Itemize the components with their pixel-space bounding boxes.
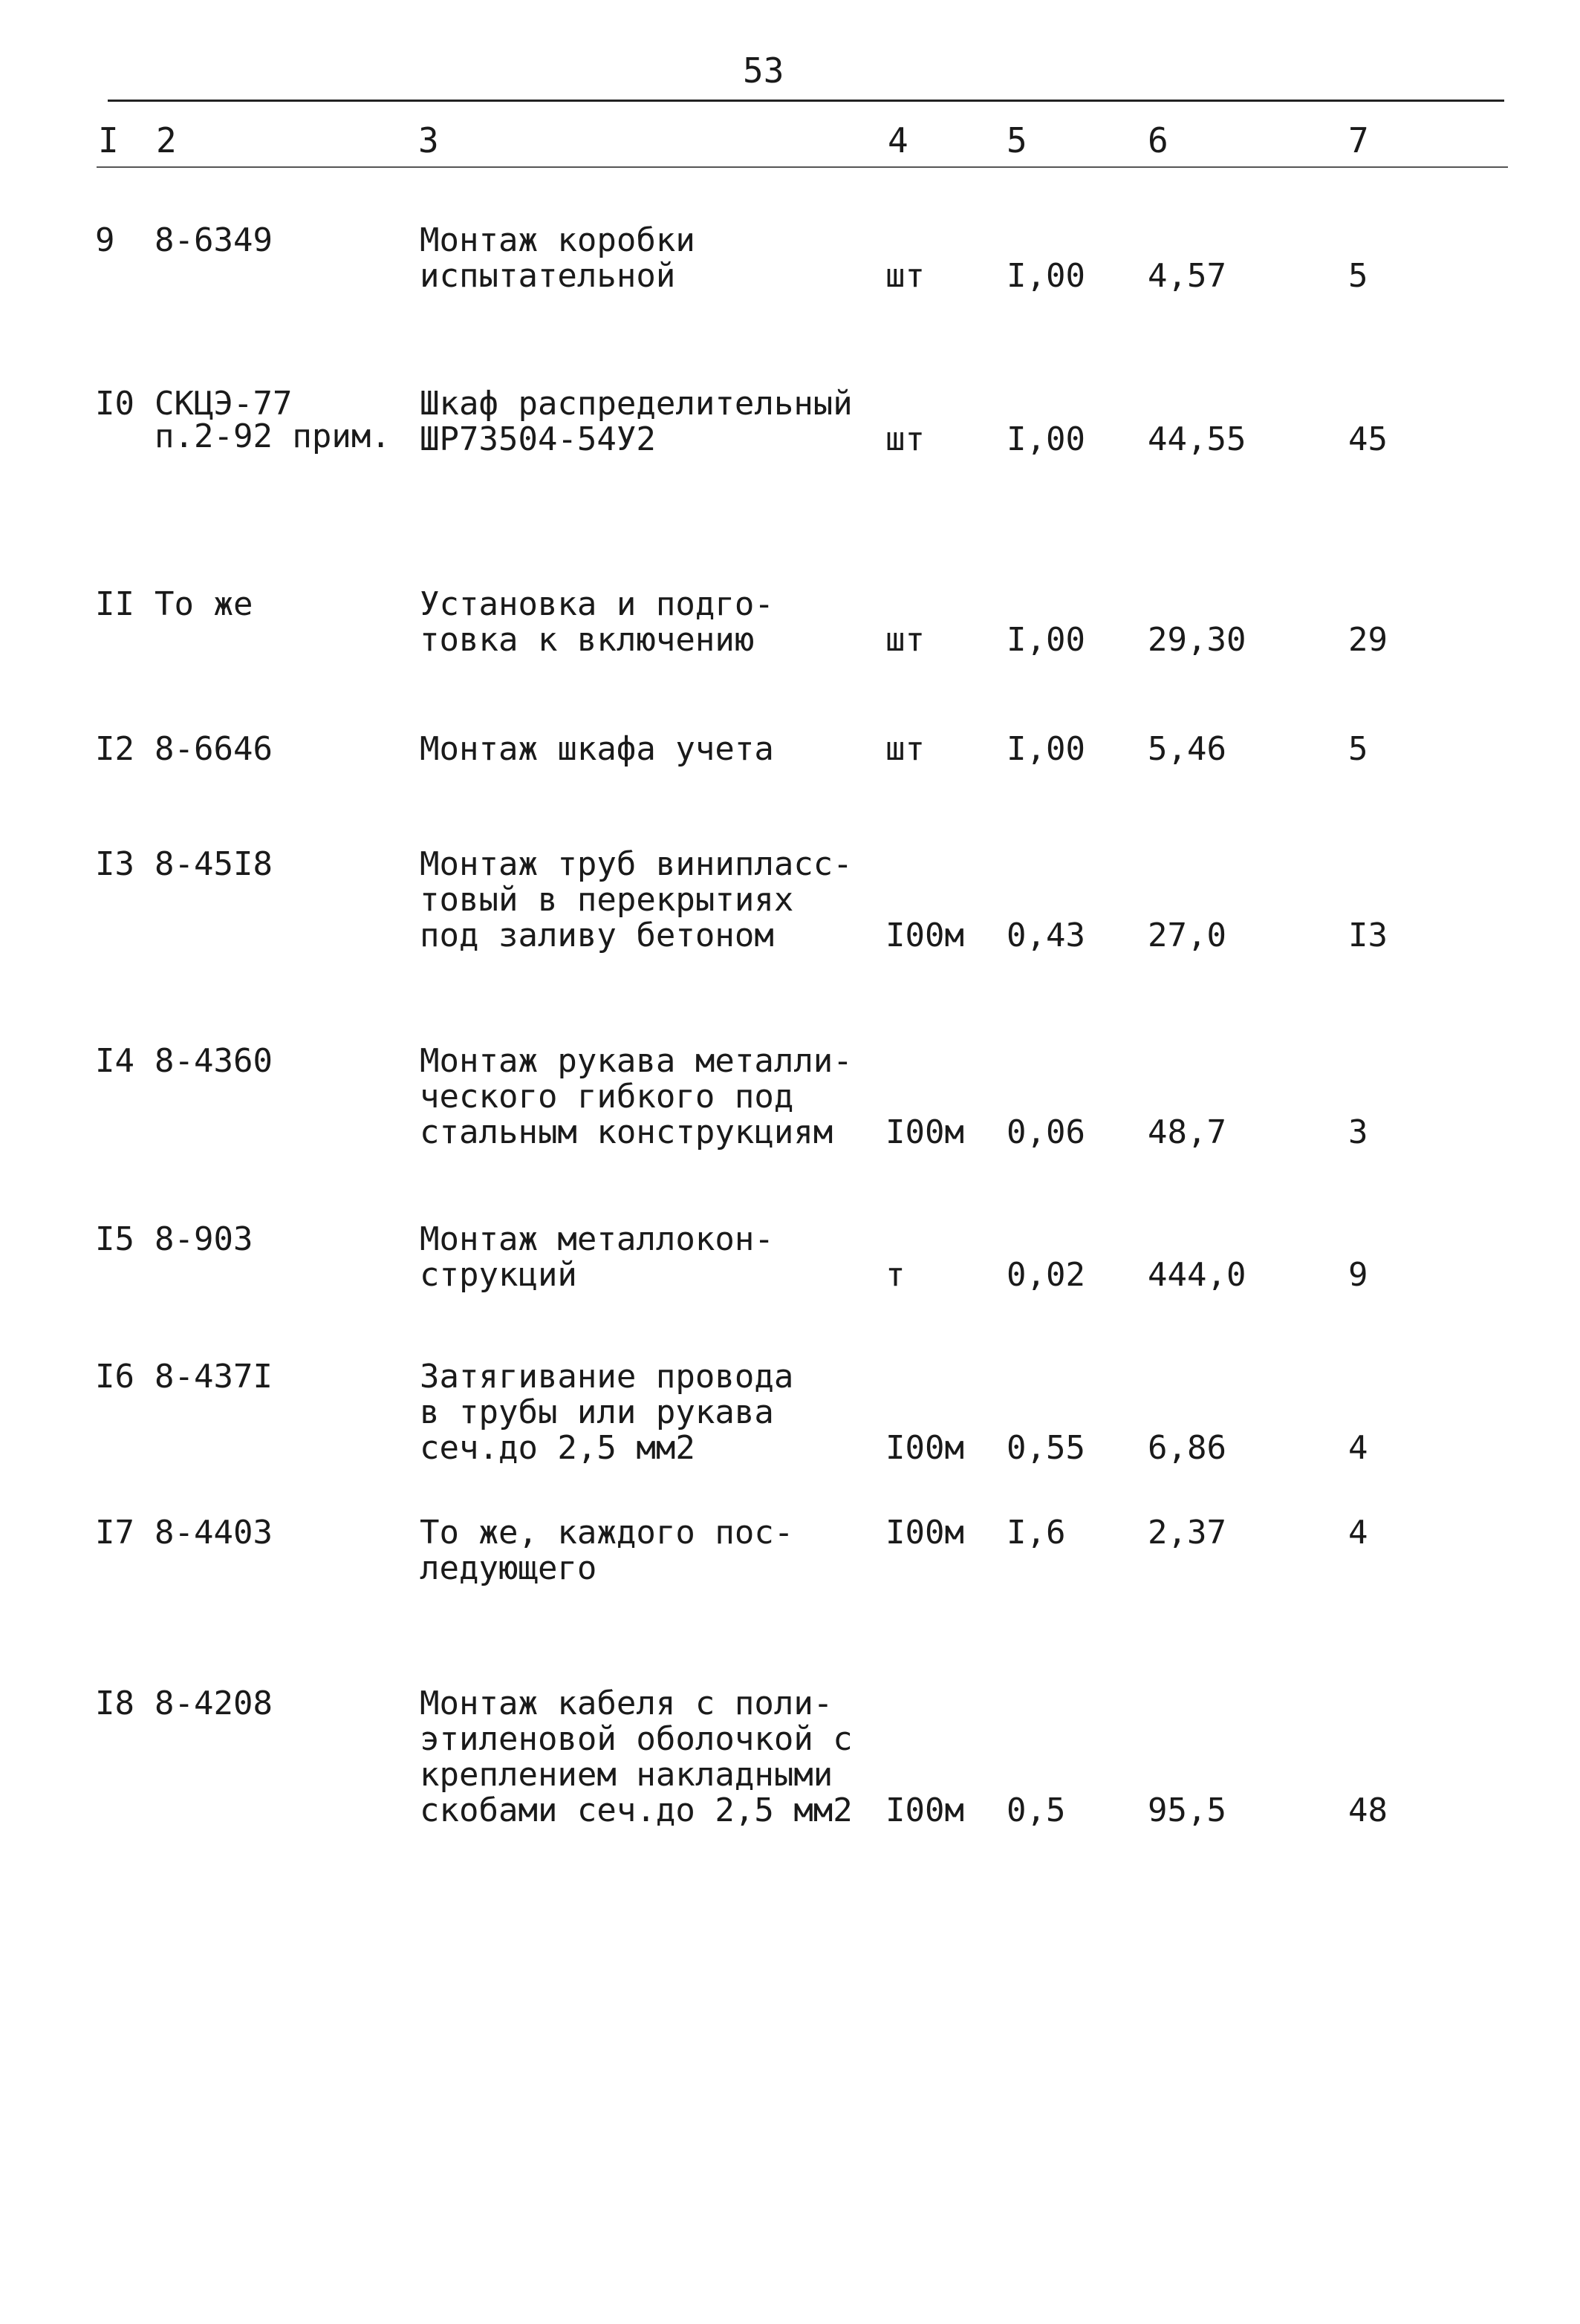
rate-code: 8-4360 xyxy=(155,1042,273,1080)
description-line: креплением накладными xyxy=(420,1756,833,1794)
description-line: Затягивание провода xyxy=(420,1358,794,1396)
unit-price: 44,55 xyxy=(1148,420,1246,458)
description-line: товый в перекрытиях xyxy=(420,881,794,919)
rate-code: 8-4403 xyxy=(155,1514,273,1552)
row-number: 9 xyxy=(95,221,115,259)
total: 5 xyxy=(1348,257,1368,295)
quantity: 0,5 xyxy=(1007,1791,1066,1829)
rate-code: То же xyxy=(155,585,253,623)
unit-price: 48,7 xyxy=(1148,1113,1226,1151)
page-number: 53 xyxy=(743,51,784,91)
description-line: Монтаж рукава металли- xyxy=(420,1042,853,1080)
description-line: скобами сеч.до 2,5 мм2 xyxy=(420,1791,853,1829)
col-header-1: I xyxy=(98,120,119,160)
total: 4 xyxy=(1348,1514,1368,1552)
col-header-4: 4 xyxy=(888,120,908,160)
rate-code: 8-903 xyxy=(155,1220,253,1258)
unit-price: 6,86 xyxy=(1148,1429,1226,1467)
row-number: I6 xyxy=(95,1358,134,1396)
header-rule xyxy=(97,166,1508,168)
description-line: ческого гибкого под xyxy=(420,1078,794,1116)
total: 5 xyxy=(1348,730,1368,768)
description-line: Монтаж труб винипласс- xyxy=(420,845,853,883)
total: 9 xyxy=(1348,1256,1368,1294)
quantity: I,00 xyxy=(1007,420,1085,458)
unit: I00м xyxy=(885,917,964,954)
quantity: I,00 xyxy=(1007,257,1085,295)
description-line: сеч.до 2,5 мм2 xyxy=(420,1429,695,1467)
rate-code: 8-437I xyxy=(155,1358,273,1396)
col-header-7: 7 xyxy=(1348,120,1369,160)
unit-price: 5,46 xyxy=(1148,730,1226,768)
total: I3 xyxy=(1348,917,1388,954)
description-line: Монтаж металлокон- xyxy=(420,1220,774,1258)
rate-code-note: п.2-92 прим. xyxy=(155,417,391,455)
unit-price: 2,37 xyxy=(1148,1514,1226,1552)
unit: I00м xyxy=(885,1113,964,1151)
col-header-5: 5 xyxy=(1007,120,1027,160)
unit: шт xyxy=(885,621,925,659)
quantity: 0,43 xyxy=(1007,917,1085,954)
unit-price: 444,0 xyxy=(1148,1256,1246,1294)
row-number: I4 xyxy=(95,1042,134,1080)
quantity: I,6 xyxy=(1007,1514,1066,1552)
row-number: I2 xyxy=(95,730,134,768)
description-line: стальным конструкциям xyxy=(420,1113,833,1151)
row-number: I5 xyxy=(95,1220,134,1258)
rate-code: СКЦЭ-77 xyxy=(155,385,293,423)
description-line: Шкаф распределительный xyxy=(420,385,853,423)
quantity: 0,06 xyxy=(1007,1113,1085,1151)
quantity: 0,02 xyxy=(1007,1256,1085,1294)
unit: I00м xyxy=(885,1791,964,1829)
rate-code: 8-4208 xyxy=(155,1685,273,1722)
top-rule xyxy=(108,100,1504,102)
description-line: Монтаж коробки xyxy=(420,221,695,259)
quantity: I,00 xyxy=(1007,621,1085,659)
description-line: Монтаж шкафа учета xyxy=(420,730,774,768)
total: 45 xyxy=(1348,420,1388,458)
unit: I00м xyxy=(885,1514,964,1552)
total: 3 xyxy=(1348,1113,1368,1151)
total: 48 xyxy=(1348,1791,1388,1829)
description-line: Установка и подго- xyxy=(420,585,774,623)
unit-price: 4,57 xyxy=(1148,257,1226,295)
unit-price: 27,0 xyxy=(1148,917,1226,954)
quantity: I,00 xyxy=(1007,730,1085,768)
quantity: 0,55 xyxy=(1007,1429,1085,1467)
col-header-2: 2 xyxy=(156,120,177,160)
rate-code: 8-45I8 xyxy=(155,845,273,883)
unit-price: 95,5 xyxy=(1148,1791,1226,1829)
description-line: струкций xyxy=(420,1256,577,1294)
col-header-3: 3 xyxy=(418,120,439,160)
unit: т xyxy=(885,1256,906,1294)
description-line: ШР73504-54У2 xyxy=(420,420,656,458)
rate-code: 8-6646 xyxy=(155,730,273,768)
row-number: I8 xyxy=(95,1685,134,1722)
description-line: этиленовой оболочкой с xyxy=(420,1720,853,1758)
description-line: под заливу бетоном xyxy=(420,917,774,954)
unit: шт xyxy=(885,730,925,768)
row-number: I7 xyxy=(95,1514,134,1552)
unit: шт xyxy=(885,257,925,295)
description-line: ледующего xyxy=(420,1549,597,1587)
description-line: Монтаж кабеля с поли- xyxy=(420,1685,833,1722)
row-number: I0 xyxy=(95,385,134,423)
unit-price: 29,30 xyxy=(1148,621,1246,659)
unit: шт xyxy=(885,420,925,458)
unit: I00м xyxy=(885,1429,964,1467)
description-line: в трубы или рукава xyxy=(420,1393,774,1431)
description-line: товка к включению xyxy=(420,621,755,659)
total: 29 xyxy=(1348,621,1388,659)
description-line: испытательной xyxy=(420,257,676,295)
row-number: II xyxy=(95,585,134,623)
rate-code: 8-6349 xyxy=(155,221,273,259)
description-line: То же, каждого пос- xyxy=(420,1514,794,1552)
total: 4 xyxy=(1348,1429,1368,1467)
row-number: I3 xyxy=(95,845,134,883)
col-header-6: 6 xyxy=(1148,120,1168,160)
